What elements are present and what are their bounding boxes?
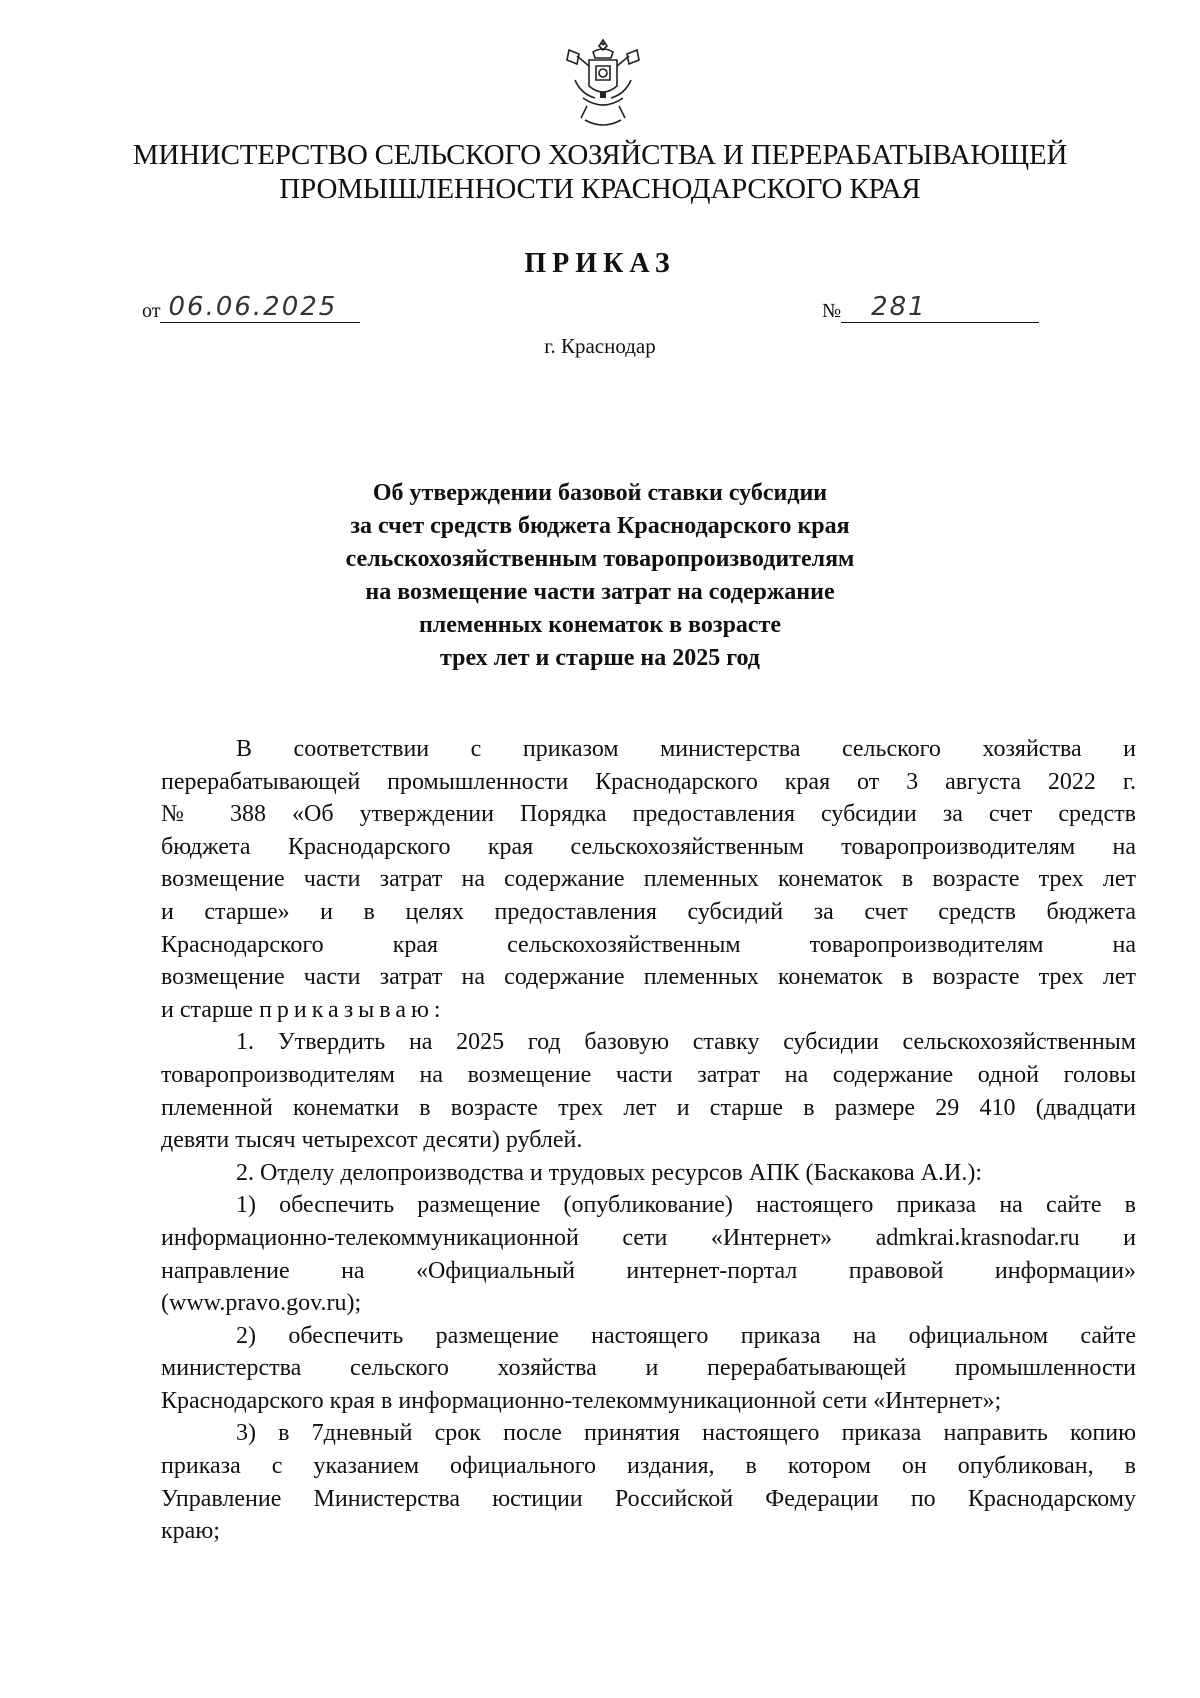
body-line: 1. Утвердить на 2025 год базовую ставку субсидии сельскохозяйственным (236, 1029, 1136, 1056)
order-word: приказываю: (259, 996, 446, 1023)
number-prefix: № (822, 300, 842, 322)
body-line: девяти тысяч четырехсот десяти) рублей. (161, 1127, 583, 1154)
body-line: (www.pravo.gov.ru); (161, 1290, 362, 1317)
number-field (822, 292, 1039, 323)
body-line: № 388 «Об утверждении Порядка предоставления субсидии за счет средств (161, 801, 1136, 828)
body-line: 2. Отделу делопроизводства и трудовых ресурсов АПК (Баскакова А.И.): (236, 1159, 983, 1186)
body-line: бюджета Краснодарского края сельскохозяйственным товаропроизводителям на (161, 833, 1136, 860)
number-value: 281 (871, 292, 927, 322)
title-line: Об утверждении базовой ставки субсидии (372, 480, 828, 506)
body-line: перерабатывающей промышленности Краснодарского края от 3 августа 2022 г. (161, 768, 1136, 795)
body-line: 2) обеспечить размещение настоящего приказа на официальном сайте (236, 1322, 1136, 1349)
title-line: племенных конематок в возрасте (418, 612, 782, 638)
body-line: Управление Министерства юстиции Российской Федерации по Краснодарскому (161, 1485, 1136, 1512)
date-field (142, 292, 360, 323)
ministry-line-2: ПРОМЫШЛЕННОСТИ КРАСНОДАРСКОГО КРАЯ (279, 173, 921, 205)
body-line: возмещение части затрат на содержание племенных конематок в возрасте трех лет (161, 964, 1136, 991)
body-line: племенной конематки в возрасте трех лет и старше в размере 29 410 (двадцати (161, 1094, 1136, 1121)
title-line: трех лет и старше на 2025 год (440, 645, 760, 671)
date-line (160, 292, 360, 323)
body-line: и старше» и в целях предоставления субсидий за счет средств бюджета (161, 898, 1136, 925)
ministry-name (120, 138, 1080, 206)
order-word-line (161, 994, 1136, 1027)
order-word-prefix: и старше (161, 996, 254, 1023)
city: г. Краснодар (544, 334, 656, 358)
coat-of-arms-icon (563, 36, 643, 132)
ministry-line-1: МИНИСТЕРСТВО СЕЛЬСКОГО ХОЗЯЙСТВА И ПЕРЕРАБАТЫВАЮЩЕЙ (132, 139, 1068, 171)
body-line: направление на «Официальный интернет-портал правовой информации» (161, 1257, 1136, 1284)
body-line: 3) в 7дневный срок после принятия настоящего приказа направить копию (236, 1420, 1136, 1447)
body-line: краю; (161, 1518, 220, 1545)
number-line (841, 292, 1039, 323)
title-line: сельскохозяйственным товаропроизводителям (345, 546, 855, 572)
date-value: 06.06.2025 (168, 292, 338, 322)
title-line: на возмещение части затрат на содержание (365, 579, 835, 605)
body-line: информационно-телекоммуникационной сети «Интернет» admkrai.krasnodar.ru и (161, 1224, 1136, 1251)
body-line: министерства сельского хозяйства и перерабатывающей промышленности (161, 1355, 1136, 1382)
body-line: Краснодарского края в информационно-телекоммуникационной сети «Интернет»; (161, 1387, 1002, 1414)
date-prefix: от (142, 300, 161, 322)
body-line: возмещение части затрат на содержание племенных конематок в возрасте трех лет (161, 866, 1136, 893)
body-line: Краснодарского края сельскохозяйственным товаропроизводителям на (161, 931, 1136, 958)
body-line: В соответствии с приказом министерства сельского хозяйства и (236, 736, 1136, 762)
body-line: товаропроизводителям на возмещение части затрат на содержание одной головы (161, 1061, 1136, 1088)
document-type: ПРИКАЗ (524, 248, 676, 279)
document-body (161, 733, 1136, 1548)
document-title (250, 477, 950, 675)
body-line: приказа с указанием официального издания, в котором он опубликован, в (161, 1453, 1136, 1480)
body-line: 1) обеспечить размещение (опубликование) настоящего приказа на сайте в (236, 1192, 1136, 1219)
title-line: за счет средств бюджета Краснодарского края (350, 513, 850, 539)
